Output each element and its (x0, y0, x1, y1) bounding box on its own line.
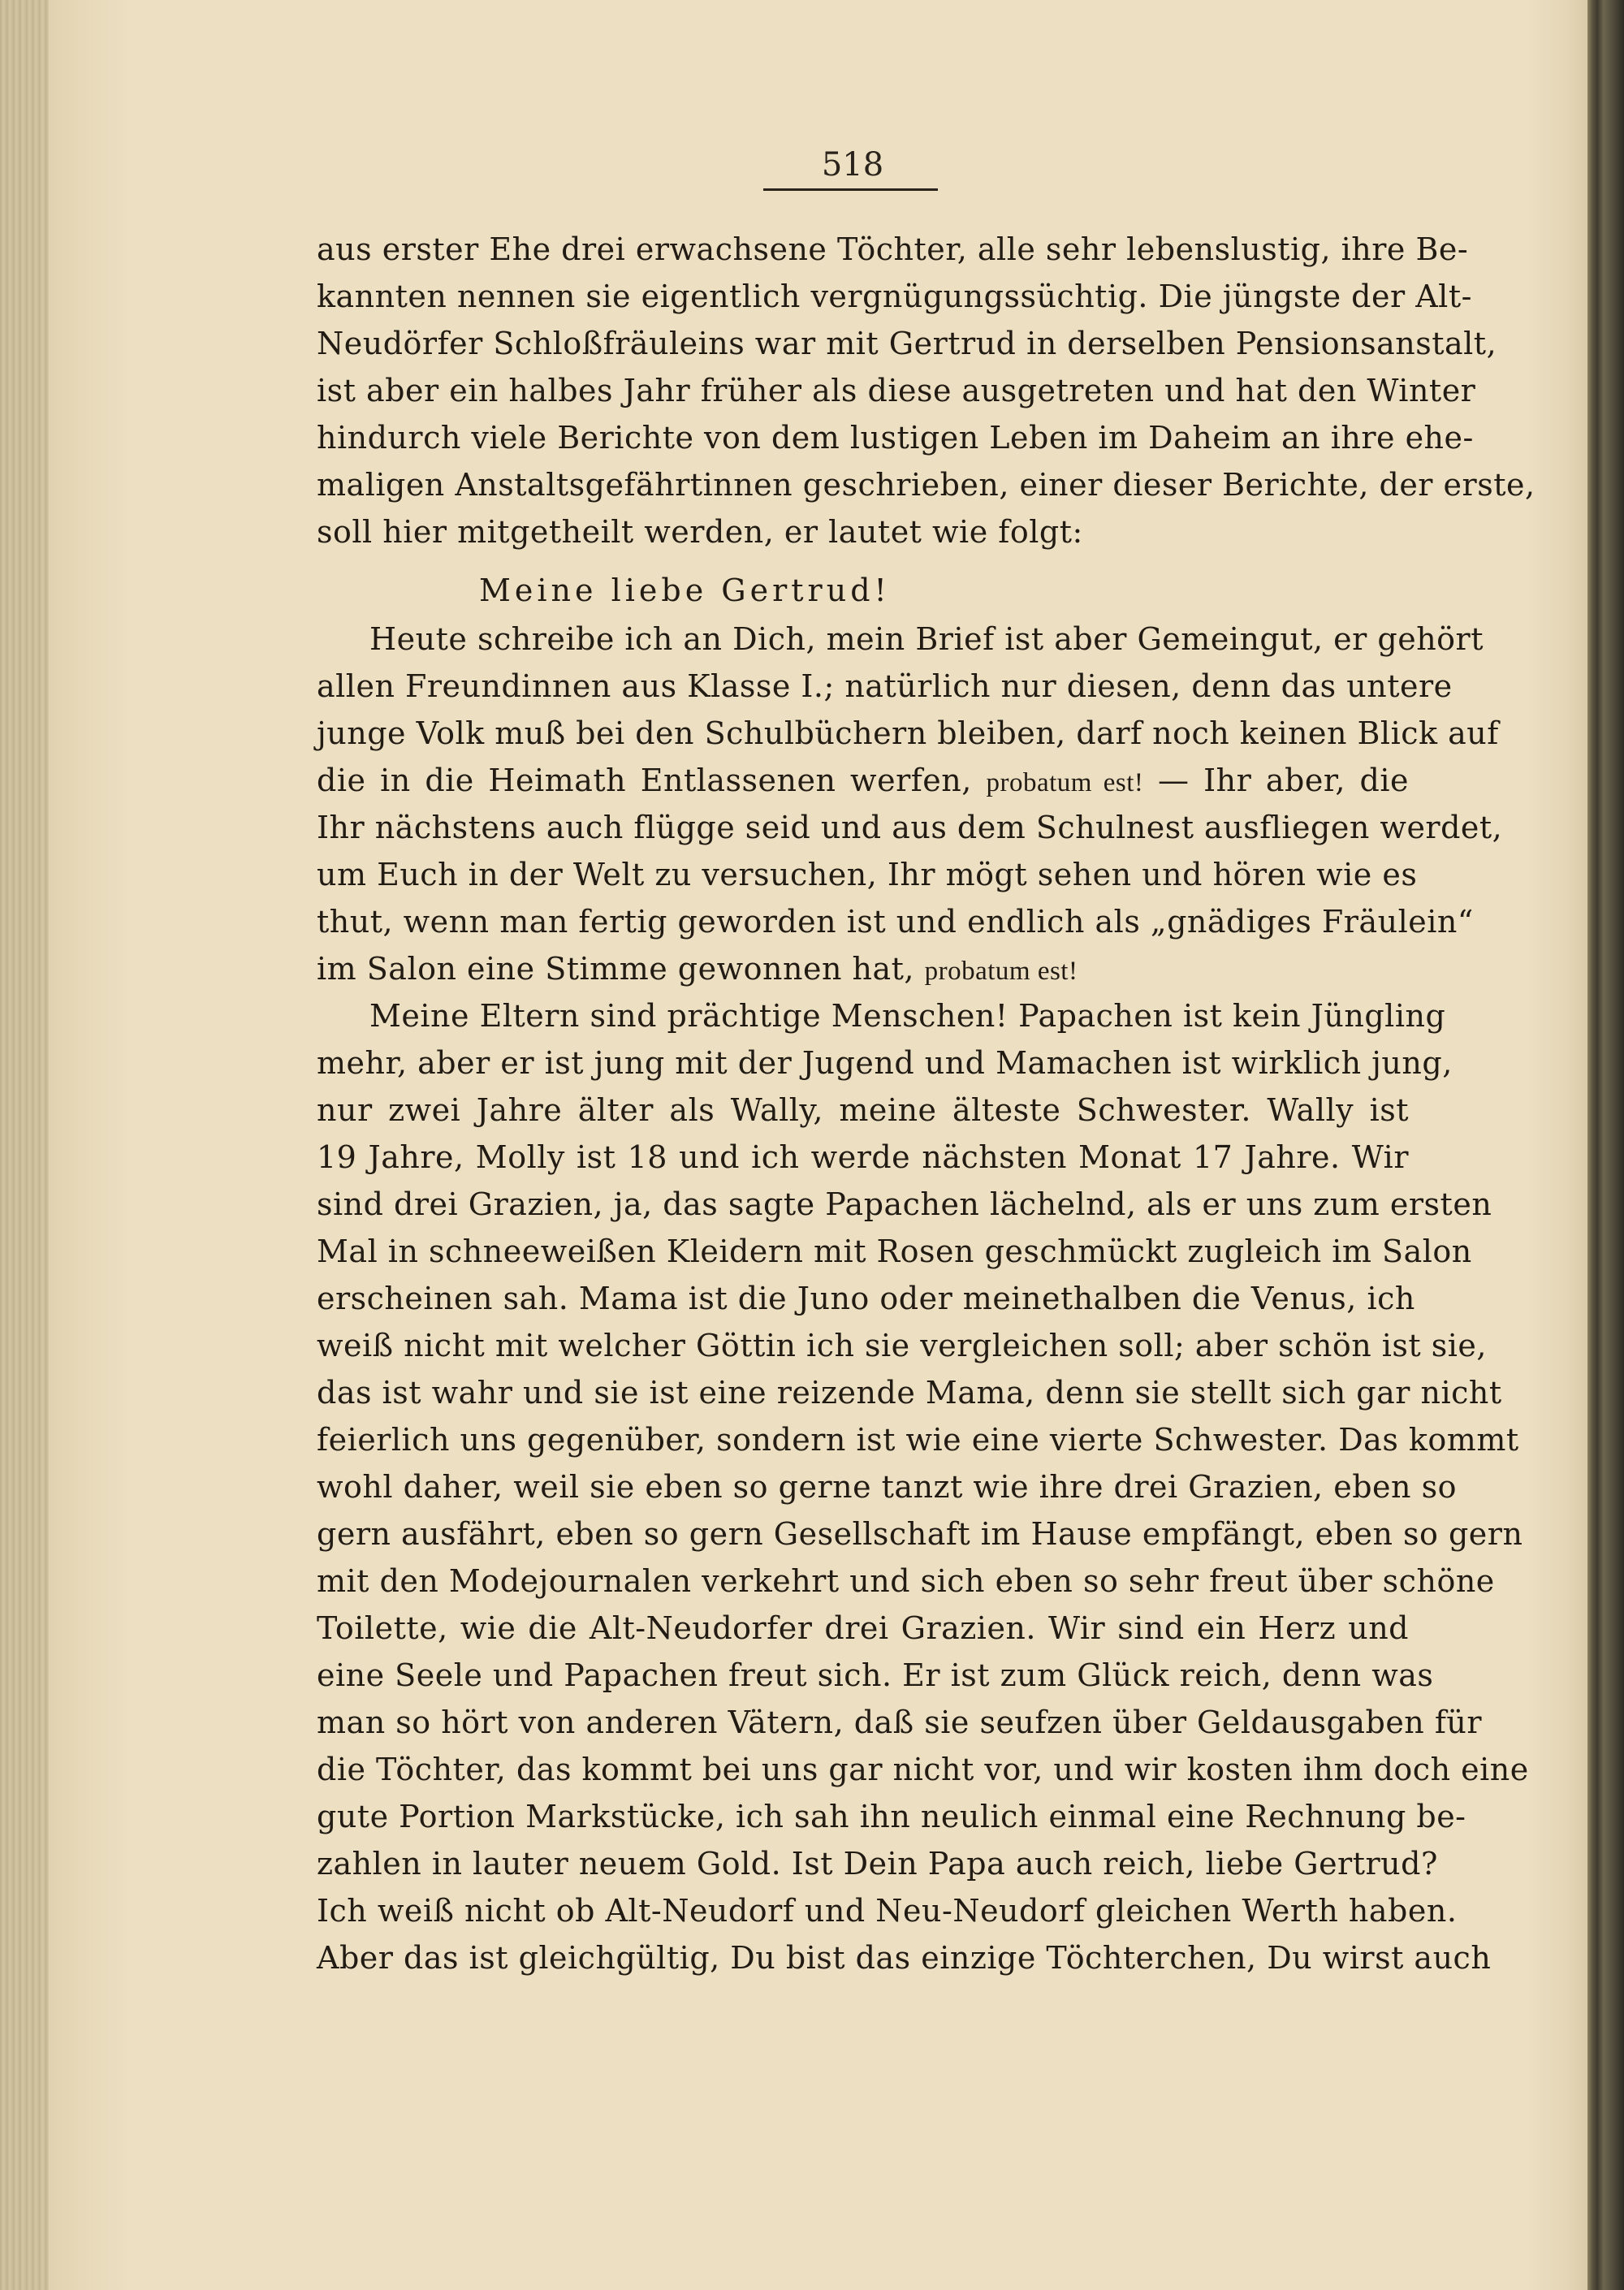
text-line: soll hier mitgetheilt werden, er lautet wie folgt: (317, 514, 1083, 550)
text-line: mit den Modejournalen verkehrt und sich eben so sehr freut über schöne (317, 1563, 1495, 1599)
text-line: Ich weiß nicht ob Alt-Neudorf und Neu-Neudorf gleichen Werth haben. (317, 1893, 1458, 1929)
text-line: Mal in schneeweißen Kleidern mit Rosen geschmückt zugleich im Salon (317, 1234, 1472, 1269)
latin-phrase: probatum est! (986, 768, 1144, 797)
text-line: sind drei Grazien, ja, das sagte Papachen lächelnd, als er uns zum ersten (317, 1186, 1492, 1222)
text-line: allen Freundinnen aus Klasse I.; natürlich nur diesen, denn das untere (317, 668, 1453, 704)
text-line: um Euch in der Welt zu versuchen, Ihr mögt sehen und hören wie es (317, 857, 1418, 892)
text-line: die in die Heimath Entlassenen werfen, probatum est! — Ihr aber, die (317, 763, 1409, 798)
text-line: weiß nicht mit welcher Göttin ich sie vergleichen soll; aber schön ist sie, (317, 1328, 1487, 1363)
text-line: nur zwei Jahre älter als Wally, meine älteste Schwester. Wally ist (317, 1092, 1409, 1128)
letter-salutation: Meine liebe Gertrud! (479, 572, 891, 608)
text-line: mehr, aber er ist jung mit der Jugend und Mamachen ist wirklich jung, (317, 1045, 1453, 1081)
page-number: 518 (821, 146, 884, 184)
text-line: hindurch viele Berichte von dem lustigen Leben im Daheim an ihre ehe- (317, 420, 1474, 456)
text-line: wohl daher, weil sie eben so gerne tanzt wie ihre drei Grazien, eben so (317, 1469, 1457, 1505)
text-line: man so hört von anderen Vätern, daß sie seufzen über Geldausgaben für (317, 1705, 1483, 1740)
text-line: kannten nennen sie eigentlich vergnügungssüchtig. Die jüngste der Alt- (317, 279, 1472, 314)
text-line: Neudörfer Schloßfräuleins war mit Gertrud in derselben Pensionsanstalt, (317, 326, 1497, 361)
text-line: 19 Jahre, Molly ist 18 und ich werde nächsten Monat 17 Jahre. Wir (317, 1139, 1409, 1175)
text-line: Aber das ist gleichgültig, Du bist das einzige Töchterchen, Du wirst auch (317, 1940, 1492, 1976)
text-line: Meine Eltern sind prächtige Menschen! Papachen ist kein Jüngling (369, 998, 1446, 1034)
text-line: die Töchter, das kommt bei uns gar nicht vor, und wir kosten ihm doch eine (317, 1752, 1529, 1787)
text-line: gern ausfährt, eben so gern Gesellschaft im Hause empfängt, eben so gern (317, 1516, 1523, 1552)
text-line: ist aber ein halbes Jahr früher als diese ausgetreten und hat den Winter (317, 373, 1476, 408)
text-line: eine Seele und Papachen freut sich. Er ist zum Glück reich, denn was (317, 1657, 1434, 1693)
text-line: gute Portion Markstücke, ich sah ihn neulich einmal eine Rechnung be- (317, 1799, 1466, 1834)
text-line: erscheinen sah. Mama ist die Juno oder meinethalben die Venus, ich (317, 1281, 1415, 1316)
header-rule (763, 188, 938, 191)
page-stack-left-edge (0, 0, 49, 2290)
text-line: Toilette, wie die Alt-Neudorfer drei Grazien. Wir sind ein Herz und (317, 1610, 1409, 1646)
text-line: das ist wahr und sie ist eine reizende Mama, denn sie stellt sich gar nicht (317, 1375, 1502, 1411)
text-line: Heute schreibe ich an Dich, mein Brief ist aber Gemeingut, er gehört (369, 621, 1484, 657)
text-line: im Salon eine Stimme gewonnen hat, probatum est! (317, 951, 1078, 987)
text-line: aus erster Ehe drei erwachsene Töchter, alle sehr lebenslustig, ihre Be- (317, 231, 1469, 267)
text-line: junge Volk muß bei den Schulbüchern bleiben, darf noch keinen Blick auf (317, 715, 1499, 751)
text-line: thut, wenn man fertig geworden ist und endlich als „gnädiges Fräulein“ (317, 904, 1474, 940)
text-line: zahlen in lauter neuem Gold. Ist Dein Papa auch reich, liebe Gertrud? (317, 1846, 1438, 1882)
book-spine-right-edge (1587, 0, 1624, 2290)
latin-phrase: probatum est! (924, 957, 1078, 986)
text-line: Ihr nächstens auch flügge seid und aus dem Schulnest ausfliegen werdet, (317, 810, 1503, 845)
text-line: maligen Anstaltsgefährtinnen geschrieben, einer dieser Berichte, der erste, (317, 467, 1535, 503)
text-line: feierlich uns gegenüber, sondern ist wie eine vierte Schwester. Das kommt (317, 1422, 1519, 1458)
